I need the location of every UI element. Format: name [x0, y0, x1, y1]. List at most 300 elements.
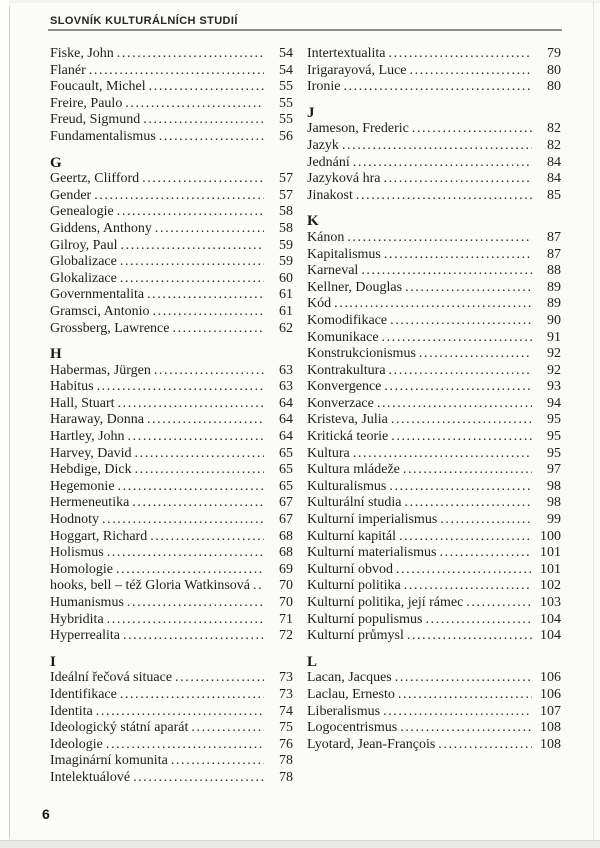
dot-leader	[128, 429, 264, 446]
index-entry	[50, 753, 293, 770]
index-entry	[50, 495, 293, 512]
index-section-h	[50, 346, 293, 645]
entry-page-number: 58	[279, 204, 293, 220]
dot-leader	[384, 379, 532, 396]
entry-label: Laclau, Ernesto	[307, 686, 395, 702]
entry-page-number: 103	[540, 595, 561, 610]
dot-leader	[426, 612, 532, 629]
index-entry	[50, 271, 293, 288]
dot-leader	[106, 737, 264, 754]
entry-page-number: 68	[279, 528, 293, 544]
index-entry	[50, 204, 293, 221]
entry-label: Kultura	[307, 445, 350, 461]
entry-label: Foucault, Michel	[50, 79, 146, 95]
scan-edge-left	[9, 6, 10, 838]
entry-page-number: 59	[279, 254, 293, 270]
dot-leader	[89, 63, 264, 80]
dot-leader	[353, 446, 532, 463]
entry-label: Kulturní populismus	[307, 611, 423, 627]
index-entry	[307, 720, 561, 737]
entry-page-number: 70	[279, 595, 293, 610]
index-entry	[307, 429, 561, 446]
entry-label: hooks, bell – též Gloria Watkinsová	[50, 578, 251, 594]
entry-page-number: 63	[279, 379, 293, 395]
index-entry	[307, 529, 561, 546]
dot-leader	[154, 363, 264, 380]
entry-label: Freud, Sigmund	[50, 112, 141, 128]
index-entry	[50, 529, 293, 546]
dot-leader	[377, 396, 532, 413]
index-entry	[307, 313, 561, 330]
dot-leader	[147, 287, 264, 304]
dot-leader	[125, 96, 264, 113]
dot-leader	[391, 412, 532, 429]
entry-label: Gramsci, Antonio	[50, 303, 150, 319]
entry-page-number: 64	[279, 395, 293, 411]
index-entry	[50, 612, 293, 629]
dot-leader	[118, 479, 264, 496]
entry-label: Holismus	[50, 545, 104, 561]
entry-label: Kulturní imperialismus	[307, 512, 438, 528]
header-rule	[48, 29, 562, 31]
dot-leader	[356, 188, 532, 205]
dot-leader	[117, 46, 264, 63]
entry-label: Geertz, Clifford	[50, 171, 140, 187]
entry-page-number: 54	[279, 62, 293, 78]
index-entry	[50, 304, 293, 321]
entry-page-number: 69	[279, 561, 293, 577]
entry-page-number: 92	[547, 346, 561, 362]
index-section-continued	[307, 46, 561, 96]
entry-label: Humanismus	[50, 595, 124, 610]
index-entry	[50, 737, 293, 754]
entry-page-number: 106	[540, 686, 561, 702]
dot-leader	[396, 562, 532, 579]
dot-leader	[391, 429, 532, 446]
dot-leader	[419, 346, 532, 363]
dot-leader	[172, 321, 264, 338]
index-entry	[50, 562, 293, 579]
entry-label: Kulturální studia	[307, 495, 402, 511]
index-entry	[50, 46, 293, 63]
dot-leader	[398, 687, 532, 704]
index-entry	[307, 379, 561, 396]
entry-label: Habermas, Jürgen	[50, 362, 151, 378]
entry-page-number: 82	[547, 121, 561, 137]
dot-leader	[405, 280, 532, 297]
index-entry	[50, 79, 293, 96]
index-entry	[307, 446, 561, 463]
dot-leader	[353, 155, 532, 172]
entry-page-number: 97	[547, 462, 561, 478]
entry-page-number: 102	[540, 578, 561, 594]
index-entry	[307, 363, 561, 380]
entry-label: Gilroy, Paul	[50, 237, 118, 253]
dot-leader	[347, 230, 532, 247]
dot-leader	[395, 670, 532, 687]
index-entry	[307, 687, 561, 704]
entry-page-number: 78	[279, 753, 293, 769]
dot-leader	[120, 687, 264, 704]
entry-page-number: 61	[279, 303, 293, 319]
section-letter: J	[307, 104, 315, 121]
dot-leader	[334, 296, 532, 313]
entry-label: Komunikace	[307, 329, 379, 345]
index-entry	[50, 704, 293, 721]
dot-leader	[107, 545, 264, 562]
entry-page-number: 106	[540, 670, 561, 686]
dot-leader	[153, 304, 264, 321]
index-section-continued	[50, 46, 293, 146]
index-column-right	[307, 46, 561, 753]
entry-page-number: 89	[547, 296, 561, 312]
index-entry	[50, 687, 293, 704]
dot-leader	[132, 495, 264, 512]
index-entry	[307, 512, 561, 529]
entry-page-number: 91	[547, 329, 561, 345]
entry-page-number: 79	[547, 46, 561, 61]
dot-leader	[159, 129, 264, 146]
entry-label: Kellner, Douglas	[307, 279, 403, 295]
entry-label: Fiske, John	[50, 46, 114, 61]
entry-page-number: 100	[540, 528, 561, 544]
section-letter: H	[50, 346, 62, 363]
index-entry	[307, 346, 561, 363]
entry-label: Kultura mládeže	[307, 462, 400, 478]
entry-label: Intelektuálové	[50, 769, 131, 785]
entry-page-number: 70	[279, 578, 293, 594]
index-entry	[50, 188, 293, 205]
index-entry	[307, 670, 561, 687]
entry-label: Ideologie	[50, 736, 103, 752]
entry-label: Homologie	[50, 561, 113, 577]
dot-leader	[116, 562, 264, 579]
entry-page-number: 78	[279, 769, 293, 785]
index-entry	[50, 595, 293, 612]
dot-leader	[253, 578, 264, 595]
entry-page-number: 63	[279, 362, 293, 378]
dot-leader	[171, 753, 264, 770]
entry-page-number: 87	[547, 246, 561, 262]
entry-page-number: 60	[279, 270, 293, 286]
entry-label: Konverzace	[307, 395, 374, 411]
entry-page-number: 84	[547, 171, 561, 187]
index-entry	[50, 628, 293, 645]
index-entry	[50, 462, 293, 479]
index-section-l	[307, 654, 561, 754]
index-entry	[50, 221, 293, 238]
entry-page-number: 95	[547, 429, 561, 445]
entry-page-number: 87	[547, 229, 561, 245]
dot-leader	[410, 63, 533, 80]
entry-page-number: 72	[279, 628, 293, 644]
entry-page-number: 80	[547, 79, 561, 95]
index-entry	[307, 628, 561, 645]
entry-page-number: 64	[279, 429, 293, 445]
dot-leader	[383, 704, 532, 721]
entry-label: Fundamentalismus	[50, 128, 156, 144]
entry-label: Kulturní kapitál	[307, 528, 397, 544]
entry-label: Lacan, Jacques	[307, 670, 392, 686]
dot-leader	[440, 512, 532, 529]
entry-page-number: 55	[279, 112, 293, 128]
entry-label: Kontrakultura	[307, 362, 386, 378]
entry-label: Intertextualita	[307, 46, 386, 61]
entry-label: Hall, Stuart	[50, 395, 115, 411]
dot-leader	[120, 271, 264, 288]
index-entry	[307, 247, 561, 264]
dot-leader	[149, 79, 264, 96]
dot-leader	[147, 412, 264, 429]
entry-label: Kulturní politika, její rámec	[307, 595, 464, 610]
entry-page-number: 57	[279, 187, 293, 203]
dot-leader	[389, 46, 532, 63]
section-letter: G	[50, 154, 62, 171]
entry-page-number: 98	[547, 495, 561, 511]
entry-page-number: 98	[547, 478, 561, 494]
entry-page-number: 55	[279, 79, 293, 95]
dot-leader	[133, 770, 264, 787]
index-entry	[307, 121, 561, 138]
entry-page-number: 73	[279, 670, 293, 686]
entry-label: Hodnoty	[50, 512, 99, 528]
entry-page-number: 101	[540, 561, 561, 577]
index-entry	[50, 112, 293, 129]
entry-label: Grossberg, Lawrence	[50, 320, 170, 336]
index-entry	[50, 770, 293, 787]
entry-page-number: 73	[279, 686, 293, 702]
dot-leader	[390, 313, 532, 330]
entry-label: Konvergence	[307, 379, 382, 395]
entry-page-number: 67	[279, 512, 293, 528]
index-entry	[307, 296, 561, 313]
entry-label: Kulturní materialismus	[307, 545, 437, 561]
entry-label: Komodifikace	[307, 312, 388, 328]
entry-page-number: 68	[279, 545, 293, 561]
dot-leader	[439, 545, 532, 562]
dot-leader	[389, 363, 532, 380]
entry-page-number: 67	[279, 495, 293, 511]
entry-page-number: 104	[540, 628, 561, 644]
entry-page-number: 75	[279, 720, 293, 736]
dot-leader	[135, 446, 264, 463]
entry-page-number: 88	[547, 263, 561, 279]
index-entry	[307, 188, 561, 205]
dot-leader	[342, 138, 532, 155]
entry-page-number: 58	[279, 220, 293, 236]
index-entry	[307, 46, 561, 63]
entry-label: Harvey, David	[50, 445, 132, 461]
dot-leader	[96, 704, 264, 721]
index-section-g	[50, 155, 293, 338]
dot-leader	[438, 737, 532, 754]
entry-label: Kritická teorie	[307, 429, 389, 445]
index-entry	[50, 379, 293, 396]
dot-leader	[150, 529, 264, 546]
index-entry	[307, 330, 561, 347]
index-entry	[50, 238, 293, 255]
entry-page-number: 108	[540, 736, 561, 752]
entry-page-number: 74	[279, 703, 293, 719]
index-section-j	[307, 105, 561, 205]
index-entry	[50, 545, 293, 562]
scan-edge-top	[0, 0, 600, 3]
entry-page-number: 90	[547, 312, 561, 328]
entry-label: Hoggart, Richard	[50, 528, 148, 544]
scan-edge-bottom	[0, 840, 600, 848]
entry-page-number: 108	[540, 720, 561, 736]
index-entry	[50, 363, 293, 380]
entry-label: Freire, Paulo	[50, 95, 123, 111]
index-entry	[307, 704, 561, 721]
entry-page-number: 59	[279, 237, 293, 253]
entry-label: Kánon	[307, 229, 345, 245]
scan-edge-right	[593, 2, 594, 840]
entry-label: Kulturní politika	[307, 578, 401, 594]
index-entry	[50, 321, 293, 338]
index-entry	[50, 396, 293, 413]
entry-label: Imaginární komunita	[50, 753, 168, 769]
index-entry	[307, 79, 561, 96]
entry-label: Konstrukcionismus	[307, 346, 416, 362]
dot-leader	[466, 595, 532, 612]
entry-page-number: 89	[547, 279, 561, 295]
dot-leader	[400, 720, 532, 737]
index-entry	[307, 612, 561, 629]
section-letter: I	[50, 653, 56, 670]
index-entry	[307, 171, 561, 188]
index-entry	[307, 462, 561, 479]
entry-label: Kulturalismus	[307, 478, 387, 494]
index-entry	[50, 254, 293, 271]
index-section-i	[50, 654, 293, 787]
entry-page-number: 64	[279, 412, 293, 428]
dot-leader	[407, 628, 532, 645]
entry-label: Irigarayová, Luce	[307, 62, 407, 78]
dot-leader	[404, 578, 532, 595]
entry-label: Hegemonie	[50, 478, 115, 494]
entry-label: Kód	[307, 296, 332, 312]
running-head-title: SLOVNÍK KULTURÁLNÍCH STUDIÍ	[50, 15, 238, 27]
index-entry	[307, 495, 561, 512]
entry-page-number: 85	[547, 187, 561, 203]
entry-page-number: 54	[279, 46, 293, 61]
index-entry	[307, 263, 561, 280]
entry-page-number: 92	[547, 362, 561, 378]
dot-leader	[382, 330, 532, 347]
dot-leader	[127, 595, 264, 612]
section-letter: L	[307, 653, 318, 670]
entry-label: Karneval	[307, 263, 359, 279]
dot-leader	[135, 462, 264, 479]
entry-page-number: 82	[547, 137, 561, 153]
dot-leader	[175, 670, 264, 687]
entry-page-number: 55	[279, 95, 293, 111]
index-entry	[50, 720, 293, 737]
index-entry	[50, 412, 293, 429]
dot-leader	[412, 121, 532, 138]
entry-label: Kulturní obvod	[307, 561, 393, 577]
index-entry	[307, 155, 561, 172]
index-entry	[50, 429, 293, 446]
entry-label: Ideální řečová situace	[50, 670, 173, 686]
entry-page-number: 56	[279, 128, 293, 144]
entry-label: Jazyková hra	[307, 171, 381, 187]
dot-leader	[384, 247, 532, 264]
entry-label: Haraway, Donna	[50, 412, 144, 428]
dot-leader	[383, 171, 532, 188]
index-entry	[307, 63, 561, 80]
index-entry	[50, 63, 293, 80]
index-entry	[50, 171, 293, 188]
entry-label: Identita	[50, 703, 93, 719]
dot-leader	[121, 238, 264, 255]
entry-label: Ironie	[307, 79, 341, 95]
index-entry	[50, 96, 293, 113]
entry-label: Jazyk	[307, 137, 339, 153]
entry-label: Hybridita	[50, 611, 104, 627]
entry-label: Jednání	[307, 154, 350, 170]
entry-label: Ideologický státní aparát	[50, 720, 189, 736]
entry-label: Kulturní průmysl	[307, 628, 404, 644]
entry-page-number: 65	[279, 462, 293, 478]
entry-label: Logocentrismus	[307, 720, 398, 736]
entry-label: Flanér	[50, 62, 86, 78]
entry-label: Liberalismus	[307, 703, 381, 719]
dot-leader	[155, 221, 264, 238]
dot-leader	[143, 112, 264, 129]
entry-label: Hebdige, Dick	[50, 462, 132, 478]
index-entry	[50, 129, 293, 146]
index-entry	[307, 737, 561, 754]
index-entry	[50, 512, 293, 529]
entry-page-number: 101	[540, 545, 561, 561]
dot-leader	[97, 379, 264, 396]
index-entry	[50, 578, 293, 595]
entry-page-number: 94	[547, 395, 561, 411]
dot-leader	[118, 396, 264, 413]
dot-leader	[142, 171, 264, 188]
dot-leader	[102, 512, 264, 529]
dot-leader	[343, 79, 532, 96]
dot-leader	[117, 204, 264, 221]
dot-leader	[399, 529, 532, 546]
entry-label: Hyperrealita	[50, 628, 120, 644]
dot-leader	[120, 254, 264, 271]
entry-page-number: 107	[540, 703, 561, 719]
index-entry	[307, 578, 561, 595]
dot-leader	[403, 462, 532, 479]
entry-label: Lyotard, Jean-François	[307, 736, 436, 752]
index-column-left	[50, 46, 293, 787]
entry-page-number: 57	[279, 171, 293, 187]
entry-page-number: 76	[279, 736, 293, 752]
dot-leader	[361, 263, 532, 280]
entry-label: Globalizace	[50, 254, 117, 270]
entry-page-number: 93	[547, 379, 561, 395]
entry-label: Hartley, John	[50, 429, 125, 445]
dot-leader	[123, 628, 264, 645]
entry-page-number: 65	[279, 478, 293, 494]
index-entry	[307, 562, 561, 579]
index-entry	[307, 138, 561, 155]
dot-leader	[405, 495, 533, 512]
entry-page-number: 84	[547, 154, 561, 170]
index-section-k	[307, 213, 561, 644]
entry-page-number: 104	[540, 611, 561, 627]
entry-page-number: 95	[547, 445, 561, 461]
entry-label: Jinakost	[307, 187, 353, 203]
